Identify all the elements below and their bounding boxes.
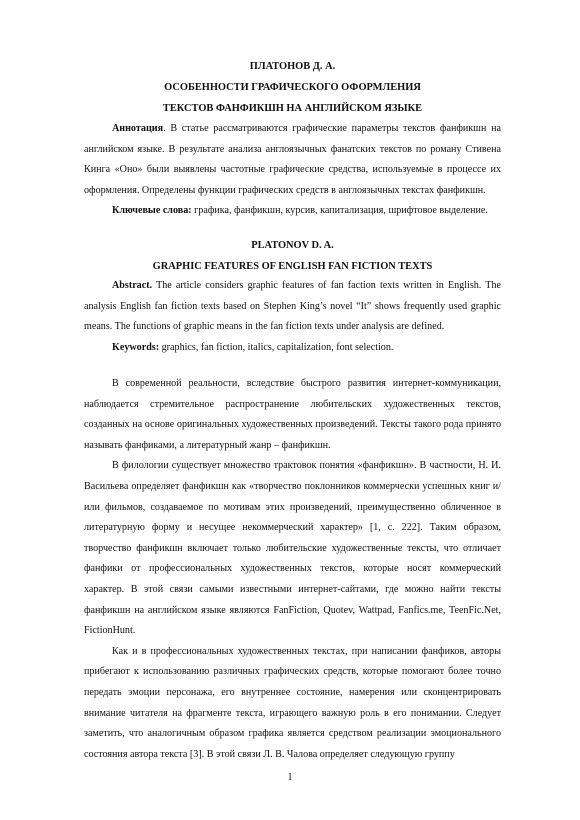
russian-abstract-block [84, 119, 501, 222]
page-number: 1 [287, 772, 293, 783]
en-author: PLATONOV D. A. [251, 240, 334, 251]
ru-abstract-label: Аннотация [112, 123, 164, 134]
en-keywords [84, 338, 501, 359]
en-abstract [84, 276, 501, 338]
main-body [84, 374, 501, 765]
ru-author: ПЛАТОНОВ Д. А. [249, 61, 336, 72]
ru-keywords-text: графика, фанфикшн, курсив, капитализация, шрифтовое выделение. [191, 205, 488, 217]
russian-header [84, 56, 501, 119]
body-paragraph: В филологии существует множество трактовок понятия «фанфикшн». В частности, Н. И. Васильева определяет фанфикшн как «творчество поклонников коммерчески успешных книг и/или фильмов, создаваемое по мотивам этих произведений, преимущественно обличенное в литературную форму и несущее некоммерческий характер» [1, с. 222]. Таким образом, творчество фанфикшн включает только любительские художественные тексты, что отличает фанфики от профессиональных художественных текстов, которые носят коммерческий характер. В этой связи самыми известными интернет-сайтами, где можно найти тексты фанфикшн на английском языке являются FanFiction, Quotev, Wattpad, Fanfics.me, TeenFic.Net, FictionHunt. [84, 460, 501, 637]
english-header [84, 235, 501, 277]
en-abstract-text: The article considers graphic features of fan faction texts written in English. The analysis English fan fiction texts based on Stephen King’s novel “It” shows frequently used graphic means. The functions of graphic means in the fan fiction texts under analysis are defined. [84, 280, 501, 333]
en-title: GRAPHIC FEATURES OF ENGLISH FAN FICTION TEXTS [152, 261, 433, 272]
en-keywords-label: Keywords: [112, 341, 160, 353]
ru-keywords-label: Ключевые слова: [112, 205, 192, 217]
ru-keywords [84, 201, 501, 222]
ru-title-line-2: ТЕКСТОВ ФАНФИКШН НА АНГЛИЙСКОМ ЯЗЫКЕ [162, 103, 423, 114]
ru-title-line-1: ОСОБЕННОСТИ ГРАФИЧЕСКОГО ОФОРМЛЕНИЯ [164, 82, 421, 93]
en-abstract-label: Abstract. [112, 280, 153, 291]
body-paragraph: В современной реальности, вследствие быстрого развития интернет-коммуникации, наблюдается стремительное распространение любительских художественных текстов, созданных на основе оригинальных художественных произведений. Тексты такого рода принято называть фанфиками, а литературный жанр – фанфикшн. [84, 378, 501, 451]
ru-abstract [84, 119, 501, 201]
ru-abstract-text: . В статье рассматриваются графические параметры текстов фанфикшн на английском языке. В результате анализа англоязычных фанатских текстов по роману Стивена Кинга «Оно» были выявлены частотные графические средства, используемые в процессе их оформления. Определены функции графических средств в англоязычных текстах фанфикшн. [84, 123, 501, 196]
english-abstract-block [84, 276, 501, 358]
en-keywords-text: graphics, fan fiction, italics, capitalization, font selection. [159, 341, 394, 353]
body-paragraph: Как и в профессиональных художественных текстах, при написании фанфиков, авторы прибегают к использованию различных графических средств, которые помогают более точно передать эмоции персонажа, его внутреннее состояние, намерения или сконцентрировать внимание читателя на фрагменте текста, играющего важную роль в его понимании. Следует заметить, что аналогичным образом графика является средством реализации эмоционального состояния автора текста [3]. В этой связи Л. В. Чалова определяет следующую группу [84, 645, 501, 760]
